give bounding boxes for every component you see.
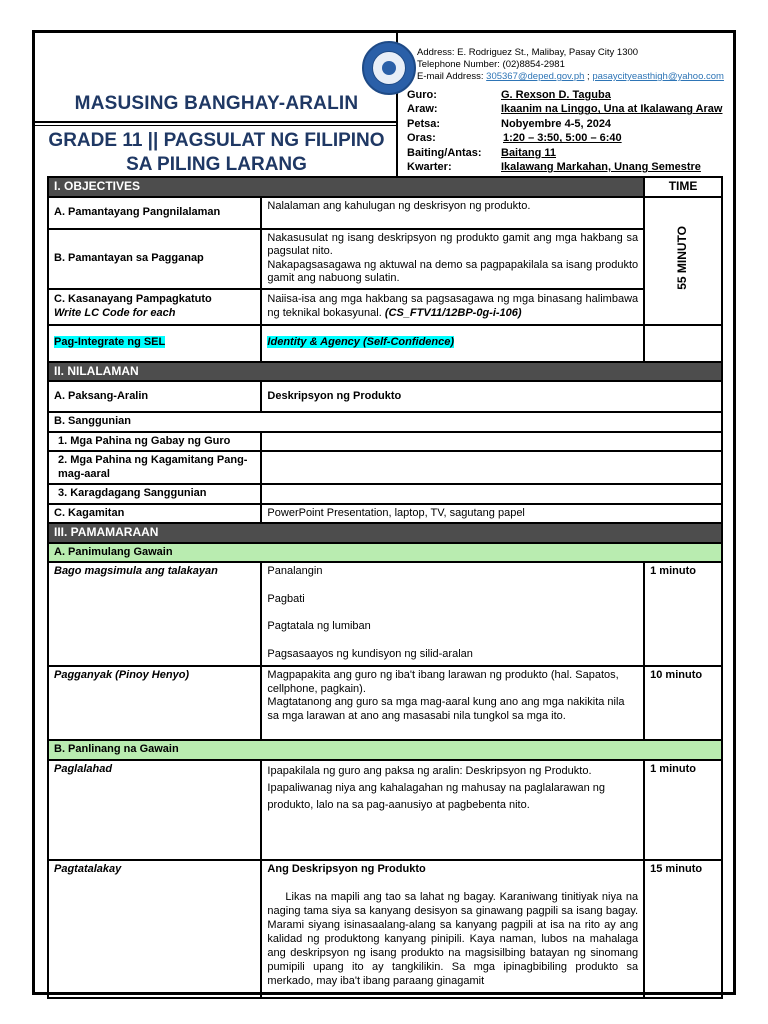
sanggunian-3-label: 3. Karagdagang Sanggunian — [48, 484, 261, 504]
sanggunian-label: B. Sanggunian — [48, 412, 722, 432]
sel-row — [48, 325, 722, 362]
paksa-row — [48, 381, 722, 412]
paksa-text: Deskripsyon ng Produkto — [261, 381, 722, 412]
kagamitan-label: C. Kagamitan — [48, 504, 261, 524]
lesson-plan-table — [47, 176, 723, 999]
pagganyak-text: Magpapakita ang guro ng iba't ibang larawan ng produkto (hal. Sapatos, cellphone, pagkain). Magtatanong ang guro sa mga mag-aaral kung ano ang mga nakikita nila sa mga larawan at ano ang masasabi nila tungkol sa mga ito. — [261, 666, 644, 740]
sel-label-cell — [48, 325, 261, 362]
objective-c-label: C. Kasanayang Pampagkatuto Write LC Code for each — [48, 289, 261, 325]
pagtatalakay-time: 15 minuto — [644, 860, 722, 998]
pagtatalakay-row — [48, 860, 722, 998]
nilalaman-title: II. NILALAMAN — [48, 362, 722, 382]
pamamaraan-title: III. PAMAMARAAN — [48, 523, 722, 543]
email-line: E-mail Address: 305367@deped.gov.ph ; pasaycityeasthigh@yahoo.com — [417, 71, 724, 82]
objective-a-label: A. Pamantayang Pangnilalaman — [48, 197, 261, 229]
pamamaraan-header-row — [48, 523, 722, 543]
document-frame — [32, 30, 736, 995]
pagtatalakay-heading: Ang Deskripsyon ng Produkto — [267, 862, 426, 875]
document-header — [35, 33, 733, 178]
panimula-header-row — [48, 543, 722, 563]
objective-b-row — [48, 229, 722, 289]
objectives-header-row — [48, 177, 722, 197]
meta-row-petsa: Petsa: Nobyembre 4-5, 2024 — [407, 117, 612, 130]
time-value: 55 MINUTO — [675, 226, 690, 291]
kagamitan-row — [48, 504, 722, 524]
title-block — [35, 33, 398, 178]
subject-title-line2: SA PILING LARANG — [126, 154, 307, 175]
school-seal-icon — [362, 41, 416, 95]
sanggunian-2-label: 2. Mga Pahina ng Kagamitang Pang-mag-aaral — [48, 451, 261, 484]
meta-row-oras: Oras: 1:20 – 3:50, 5:00 – 6:40 — [407, 132, 622, 145]
objective-b-label: B. Pamantayan sa Pagganap — [48, 229, 261, 289]
telephone-line: Telephone Number: (02)8854-2981 — [417, 59, 565, 70]
lc-code: (CS_FTV11/12BP-0g-i-106) — [384, 306, 522, 319]
meta-row-guro: Guro: G. Rexson D. Taguba — [407, 89, 611, 101]
objective-c-row — [48, 289, 722, 325]
sanggunian-1-label: 1. Mga Pahina ng Gabay ng Guro — [48, 432, 261, 452]
objective-a-row — [48, 197, 722, 229]
sanggunian-3-row — [48, 484, 722, 504]
bago-row — [48, 562, 722, 666]
time-header: TIME — [644, 177, 722, 197]
nilalaman-header-row — [48, 362, 722, 382]
paglalahad-label: Paglalahad — [48, 760, 261, 860]
paglalahad-text: Ipapakilala ng guro ang paksa ng aralin: Deskripsyon ng Produkto. Ipapaliwanag niya ang kahalagahan ng mahusay na paglalarawan ng produkto, lalo na sa pag-aanusiyo at pagbebenta nito. — [261, 760, 644, 860]
subject-title-line1: GRADE 11 || PAGSULAT NG FILIPINO — [48, 130, 385, 151]
bago-time: 1 minuto — [644, 562, 722, 666]
panlinang-header-row — [48, 740, 722, 760]
pagtatalakay-body: Likas na mapili ang tao sa lahat ng bagay. Karaniwang tinitiyak niya na naging tama siya sa kanyang desisyon sa ginawang pagpili sa isang bagay. Marami siyang isinasaalang-alang sa kanyang pagpili at isa na rito ay ang kalidad ng produktong kanyang pinipili. Kaya naman, lubos na mahalaga ang deskripsyon ng isang produkto na magsisilbing batayan ng sinomang pumipili upang ito ay tangkilikin. Sa mga ipinagbibiling produkto sa merkado, may iba't ibang paraang ginagamit — [267, 891, 639, 987]
kagamitan-text: PowerPoint Presentation, laptop, TV, sagutang papel — [261, 504, 722, 524]
address-line: Address: E. Rodriguez St., Malibay, Pasay City 1300 — [417, 47, 639, 58]
school-address-block — [417, 47, 724, 83]
list-item: Panalangin — [267, 565, 323, 577]
document-title: MASUSING BANGHAY-ARALIN — [74, 93, 359, 114]
email-link-yahoo[interactable]: pasaycityeasthigh@yahoo.com — [592, 71, 724, 82]
list-item: Pagtatala ng lumiban — [267, 620, 371, 632]
sel-text: Identity & Agency (Self-Confidence) — [267, 336, 455, 349]
objective-c-text: Naiisa-isa ang mga hakbang sa pagsasagawa ng mga binasang halimbawa ng teknikal bokasyunal. (CS_FTV11/12BP-0g-i-106) — [261, 289, 644, 325]
list-item: Pagbati — [267, 592, 305, 605]
sanggunian-2-row — [48, 451, 722, 484]
pagtatalakay-label: Pagtatalakay — [48, 860, 261, 998]
sel-text-cell — [261, 325, 644, 362]
panimula-title: A. Panimulang Gawain — [48, 543, 722, 563]
pagtatalakay-text — [261, 860, 644, 998]
bago-items — [261, 562, 644, 666]
meta-row-kwarter: Kwarter: Ikalawang Markahan, Unang Semestre — [407, 161, 701, 174]
sel-label: Pag-Integrate ng SEL — [54, 336, 166, 349]
pagganyak-row — [48, 666, 722, 740]
paglalahad-row — [48, 760, 722, 860]
pagganyak-time: 10 minuto — [644, 666, 722, 740]
subject-title — [35, 129, 398, 177]
meta-row-baitang: Baiting/Antas: Baitang 11 — [407, 146, 557, 159]
pagganyak-label: Pagganyak (Pinoy Henyo) — [48, 666, 261, 740]
paglalahad-time: 1 minuto — [644, 760, 722, 860]
sanggunian-row — [48, 412, 722, 432]
bago-label: Bago magsimula ang talakayan — [48, 562, 261, 666]
title-divider-thin — [35, 125, 398, 126]
title-divider — [35, 121, 398, 123]
sanggunian-1-row — [48, 432, 722, 452]
time-cell — [644, 197, 722, 325]
objective-a-text: Nalalaman ang kahulugan ng deskrisyon ng produkto. — [261, 197, 644, 229]
paksa-label: A. Paksang-Aralin — [48, 381, 261, 412]
list-item: Pagsasaayos ng kundisyon ng silid-aralan — [267, 647, 473, 660]
objective-b-text: Nakasusulat ng isang deskripsyon ng produkto gamit ang mga hakbang sa pagsulat nito. Nakapagsasagawa ng aktuwal na demo sa pagpapakilala sa isang produkto gamit ang nabuong sulatin. — [261, 229, 644, 289]
panlinang-title: B. Panlinang na Gawain — [48, 740, 722, 760]
meta-row-araw: Araw: Ikaanim na Linggo, Una at Ikalawang Araw — [407, 103, 723, 116]
objectives-title: I. OBJECTIVES — [48, 177, 644, 197]
lesson-meta — [407, 88, 722, 174]
email-link-deped[interactable]: 305367@deped.gov.ph — [486, 71, 585, 82]
